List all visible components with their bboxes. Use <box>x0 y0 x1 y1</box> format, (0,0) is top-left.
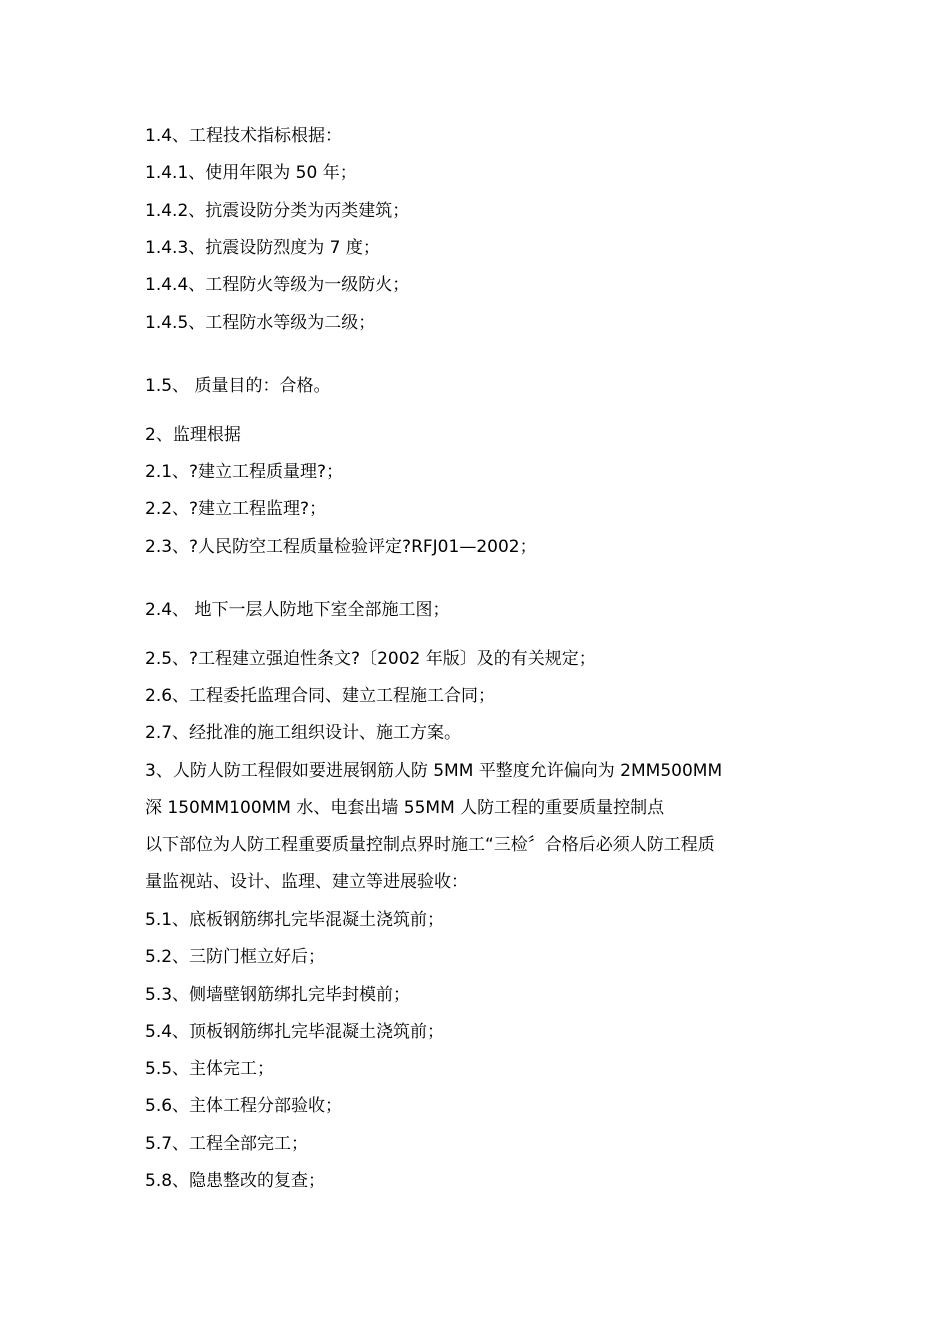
item-5-5: 5.5、主体完工； <box>145 1059 275 1079</box>
item-2-6: 2.6、工程委托监理合同、建立工程施工合同； <box>145 686 496 706</box>
section-heading-1-4: 1.4、工程技术指标根据： <box>145 126 343 146</box>
item-1-4-4: 1.4.4、工程防火等级为一级防火； <box>145 275 410 295</box>
item-1-4-5: 1.4.5、工程防水等级为二级； <box>145 313 376 333</box>
item-2-7: 2.7、经批准的施工组织设计、施工方案。 <box>145 723 462 743</box>
item-2-3: 2.3、?人民防空工程质量检验评定?RFJ01—2002； <box>145 537 537 557</box>
item-5-1: 5.1、底板钢筋绑扎完毕混凝土浇筑前； <box>145 910 445 930</box>
item-2-5: 2.5、?工程建立强迫性条文?〔2002 年版〕及的有关规定； <box>145 649 596 669</box>
item-5-6: 5.6、主体工程分部验收； <box>145 1096 343 1116</box>
item-5-7: 5.7、工程全部完工； <box>145 1134 309 1154</box>
paragraph-control-points-line-2: 量监视站、设计、监理、建立等进展验收： <box>145 872 468 892</box>
item-5-8: 5.8、隐患整改的复查； <box>145 1171 326 1191</box>
item-1-4-3: 1.4.3、抗震设防烈度为 7 度； <box>145 238 380 258</box>
item-2-4: 2.4、 地下一层人防地下室全部施工图； <box>145 600 450 620</box>
paragraph-3-line-2: 深 150MM100MM 水、电套出墙 55MM 人防工程的重要质量控制点 <box>145 798 665 818</box>
paragraph-control-points-line-1: 以下部位为人防工程重要质量控制点界时施工“三检〞合格后必须人防工程质 <box>145 835 715 855</box>
paragraph-3-line-1: 3、人防人防工程假如要进展钢筋人防 5MM 平整度允许偏向为 2MM500MM <box>145 761 723 781</box>
item-2-2: 2.2、?建立工程监理?； <box>145 499 327 519</box>
item-2-1: 2.1、?建立工程质量理?； <box>145 462 344 482</box>
item-5-2: 5.2、三防门框立好后； <box>145 947 326 967</box>
item-1-4-2: 1.4.2、抗震设防分类为丙类建筑； <box>145 201 410 221</box>
section-heading-1-5: 1.5、 质量目的：合格。 <box>145 376 331 396</box>
item-5-3: 5.3、侧墙壁钢筋绑扎完毕封模前； <box>145 985 411 1005</box>
item-1-4-1: 1.4.1、使用年限为 50 年； <box>145 163 357 183</box>
section-heading-2: 2、监理根据 <box>145 425 241 445</box>
item-5-4: 5.4、顶板钢筋绑扎完毕混凝土浇筑前； <box>145 1022 445 1042</box>
